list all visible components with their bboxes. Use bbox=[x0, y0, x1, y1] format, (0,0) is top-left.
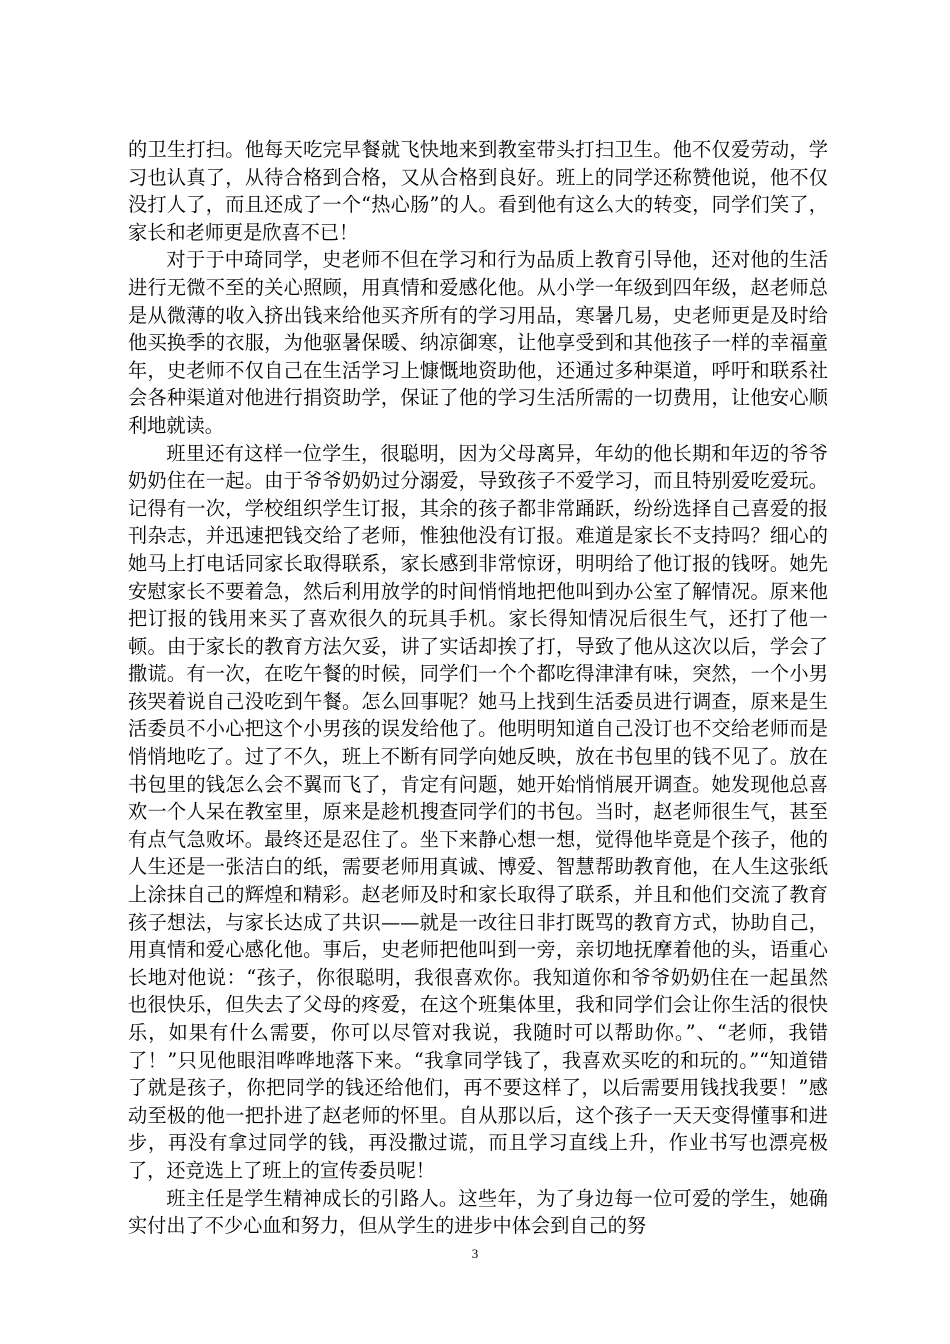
paragraph-3: 班里还有这样一位学生，很聪明，因为父母离异，年幼的他长期和年迈的爷爷奶奶住在一起。由于爷爷奶奶过分溺爱，导致孩子不爱学习，而且特别爱吃爱玩。记得有一次，学校组织学生订报，其余的孩子都非常踊跃，纷纷选择自己喜爱的报刊杂志，并迅速把钱交给了老师，惟独他没有订报。难道是家长不支持吗？细心的她马上打电话同家长取得联系，家长感到非常惊讶，明明给了他订报的钱呀。她先安慰家长不要着急，然后利用放学的时间悄悄地把他叫到办公室了解情况。原来他把订报的钱用来买了喜欢很久的玩具手机。家长得知情况后很生气，还打了他一顿。由于家长的教育方法欠妥，讲了实话却挨了打，导致了他从这次以后，学会了撒谎。有一次，在吃午餐的时候，同学们一个个都吃得津津有味，突然，一个小男孩哭着说自己没吃到午餐。怎么回事呢？她马上找到生活委员进行调查，原来是生活委员不小心把这个小男孩的误发给他了。他明明知道自己没订也不交给老师而是悄悄地吃了。过了不久，班上不断有同学向她反映，放在书包里的钱不见了。放在书包里的钱怎么会不翼而飞了，肯定有问题，她开始悄悄展开调查。她发现他总喜欢一个人呆在教室里，原来是趁机搜查同学们的书包。当时，赵老师很生气，甚至有点气急败坏。最终还是忍住了。坐下来静心想一想，觉得他毕竟是个孩子，他的人生还是一张洁白的纸，需要老师用真诚、博爱、智慧帮助教育他，在人生这张纸上涂抹自己的辉煌和精彩。赵老师及时和家长取得了联系，并且和他们交流了教育孩子想法，与家长达成了共识——就是一改往日非打既骂的教育方式，协助自己，用真情和爱心感化他。事后，史老师把他叫到一旁，亲切地抚摩着他的头，语重心长地对他说：“孩子，你很聪明，我很喜欢你。我知道你和爷爷奶奶住在一起虽然也很快乐，但失去了父母的疼爱，在这个班集体里，我和同学们会让你生活的很快乐，如果有什么需要，你可以尽管对我说，我随时可以帮助你。”、“老师，我错了！”只见他眼泪哗哗地落下来。“我拿同学钱了，我喜欢买吃的和玩的。”“知道错了就是孩子，你把同学的钱还给他们，再不要这样了，以后需要用钱找我要！”感动至极的他一把扑进了赵老师的怀里。自从那以后，这个孩子一天天变得懂事和进步，再没有拿过同学的钱，再没撒过谎，而且学习直线上升，作业书写也漂亮极了，还竞选上了班上的宣传委员呢！ bbox=[128, 441, 828, 1182]
paragraph-1: 的卫生打扫。他每天吃完早餐就飞快地来到教室带头打扫卫生。他不仅爱劳动，学习也认真了，从待合格到合格，又从合格到良好。班上的同学还称赞他说，他不仅没打人了，而且还成了一个“热心肠”的人。看到他有这么大的转变，同学们笑了，家长和老师更是欣喜不已！ bbox=[128, 138, 828, 244]
paragraph-2: 对于于中琦同学，史老师不但在学习和行为品质上教育引导他，还对他的生活进行无微不至的关心照顾，用真情和爱感化他。从小学一年级到四年级，赵老师总是从微薄的收入挤出钱来给他买齐所有的学习用品，寒暑几易，史老师更是及时给他买换季的衣服，为他驱暑保暖、纳凉御寒，让他享受到和其他孩子一样的幸福童年，史老师不仅自己在生活学习上慷慨地资助他，还通过多种渠道，呼吁和联系社会各种渠道对他进行捐资助学，保证了他的学习生活所需的一切费用，让他安心顺利地就读。 bbox=[128, 248, 828, 437]
page-number: 3 bbox=[471, 1246, 479, 1261]
paragraph-4: 班主任是学生精神成长的引路人。这些年，为了身边每一位可爱的学生，她确实付出了不少心血和努力，但从学生的进步中体会到自己的努 bbox=[128, 1186, 828, 1238]
body-text bbox=[128, 136, 828, 1240]
